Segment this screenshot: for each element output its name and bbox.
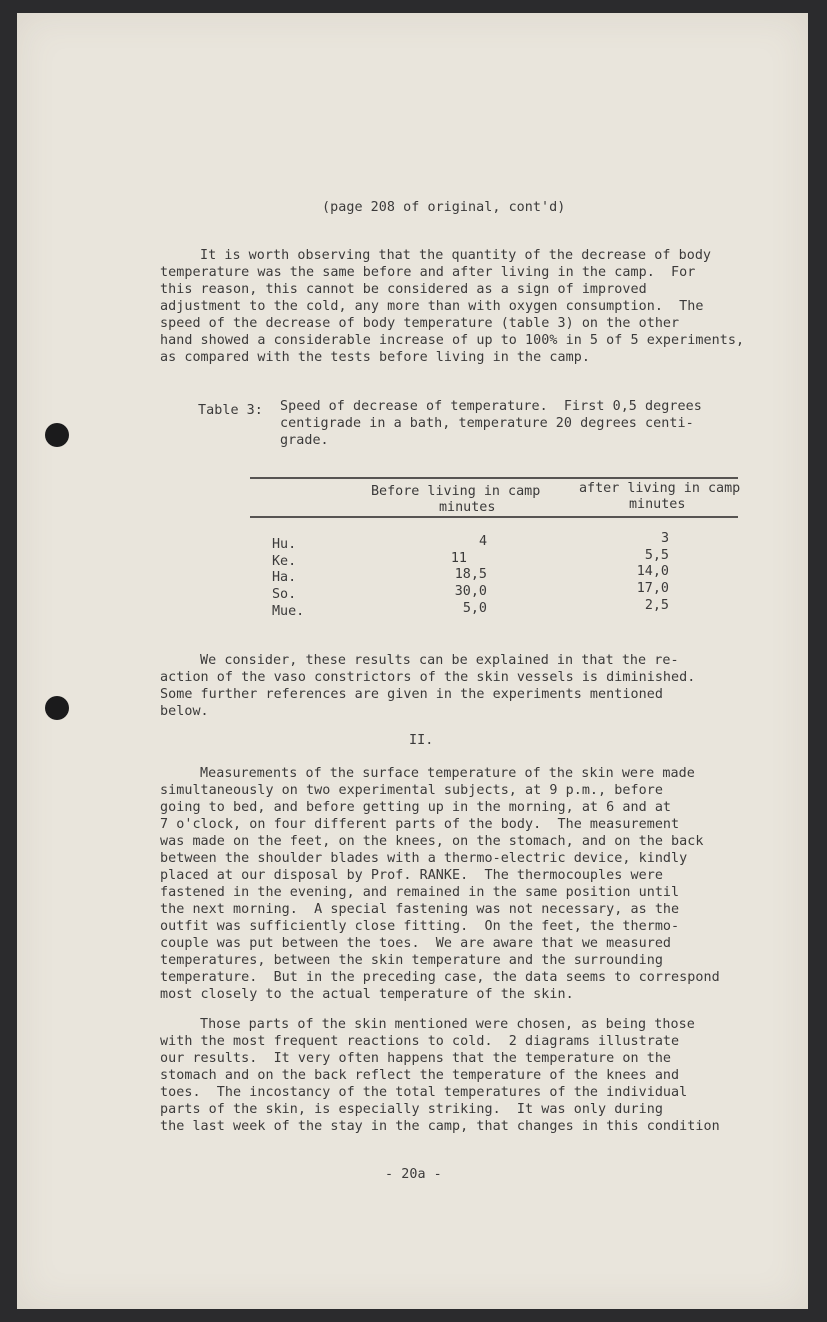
header-after-line2: minutes [629, 497, 686, 512]
paragraph-4-line: our results. It very often happens that the temperature on the [160, 1051, 672, 1066]
paragraph-3-line: 7 o'clock, on four different parts of the body. The measurement [160, 817, 680, 832]
table-top-rule [250, 477, 738, 479]
paragraph-1-line: this reason, this cannot be considered as a sign of improved [160, 282, 647, 297]
paragraph-4-line: stomach and on the back reflect the temperature of the knees and [160, 1068, 680, 1083]
before-cell: 11 [450, 551, 467, 566]
paragraph-4-line: with the most frequent reactions to cold. 2 diagrams illustrate [160, 1034, 680, 1049]
before-cell: 30,0 [454, 584, 487, 599]
before-cell: 4 [478, 534, 487, 549]
header-after-line1: after living in camp [579, 481, 741, 496]
before-cell: 18,5 [454, 567, 487, 582]
table-caption-line: Speed of decrease of temperature. First 0,5 degrees [280, 399, 702, 414]
table-caption-label: Table 3: [198, 403, 263, 418]
paragraph-1-line: temperature was the same before and after living in the camp. For [160, 265, 696, 280]
subject-cell: Mue. [272, 604, 305, 619]
paragraph-3-line: outfit was sufficiently close fitting. On the feet, the thermo- [160, 919, 680, 934]
punch-hole-bottom [45, 696, 69, 720]
document-page [17, 13, 808, 1309]
page-header: (page 208 of original, cont'd) [322, 200, 566, 215]
after-cell: 14,0 [636, 564, 669, 579]
section-heading: II. [409, 733, 434, 748]
header-before-line1: Before living in camp [371, 484, 541, 499]
paragraph-1-line: It is worth observing that the quantity of the decrease of body [200, 248, 712, 263]
paragraph-1-line: hand showed a considerable increase of up to 100% in 5 of 5 experiments, [160, 333, 745, 348]
paragraph-3-line: placed at our disposal by Prof. RANKE. The thermocouples were [160, 868, 663, 883]
paragraph-4-line: parts of the skin, is especially striking. It was only during [160, 1102, 663, 1117]
paragraph-1-line: as compared with the tests before living in the camp. [160, 350, 590, 365]
paragraph-2-line: We consider, these results can be explained in that the re- [200, 653, 679, 668]
paragraph-3-line: simultaneously on two experimental subjects, at 9 p.m., before [160, 783, 663, 798]
paragraph-3-line: going to bed, and before getting up in the morning, at 6 and at [160, 800, 672, 815]
paragraph-1-line: adjustment to the cold, any more than with oxygen consumption. The [160, 299, 704, 314]
paragraph-3-line: Measurements of the surface temperature of the skin were made [200, 766, 695, 781]
before-cell: 5,0 [462, 601, 487, 616]
paragraph-3-line: fastened in the evening, and remained in the same position until [160, 885, 680, 900]
paragraph-3-line: was made on the feet, on the knees, on the stomach, and on the back [160, 834, 704, 849]
paragraph-4-line: the last week of the stay in the camp, that changes in this condition [160, 1119, 720, 1134]
paragraph-4-line: Those parts of the skin mentioned were chosen, as being those [200, 1017, 695, 1032]
paragraph-4-line: toes. The incostancy of the total temperatures of the individual [160, 1085, 688, 1100]
paragraph-3-line: couple was put between the toes. We are aware that we measured [160, 936, 672, 951]
subject-cell: Ha. [272, 570, 297, 585]
paragraph-3-line: temperatures, between the skin temperature and the surrounding [160, 953, 663, 968]
subject-cell: So. [272, 587, 297, 602]
subject-cell: Ke. [272, 554, 297, 569]
table-caption-line: grade. [280, 433, 329, 448]
subject-cell: Hu. [272, 537, 297, 552]
punch-hole-top [45, 423, 69, 447]
paragraph-3-line: the next morning. A special fastening was not necessary, as the [160, 902, 680, 917]
after-cell: 17,0 [636, 581, 669, 596]
paragraph-3-line: between the shoulder blades with a thermo-electric device, kindly [160, 851, 688, 866]
paragraph-1-line: speed of the decrease of body temperature (table 3) on the other [160, 316, 680, 331]
page-number: - 20a - [385, 1167, 442, 1182]
paragraph-2-line: below. [160, 704, 209, 719]
paragraph-3-line: temperature. But in the preceding case, the data seems to correspond [160, 970, 720, 985]
after-cell: 3 [660, 531, 669, 546]
after-cell: 5,5 [644, 548, 669, 563]
paragraph-2-line: Some further references are given in the experiments mentioned [160, 687, 663, 702]
paragraph-2-line: action of the vaso constrictors of the skin vessels is diminished. [160, 670, 696, 685]
table-caption-line: centigrade in a bath, temperature 20 degrees centi- [280, 416, 694, 431]
after-cell: 2,5 [644, 598, 669, 613]
table-header-rule [250, 516, 738, 518]
header-before-line2: minutes [439, 500, 496, 515]
paragraph-3-line: most closely to the actual temperature of the skin. [160, 987, 574, 1002]
